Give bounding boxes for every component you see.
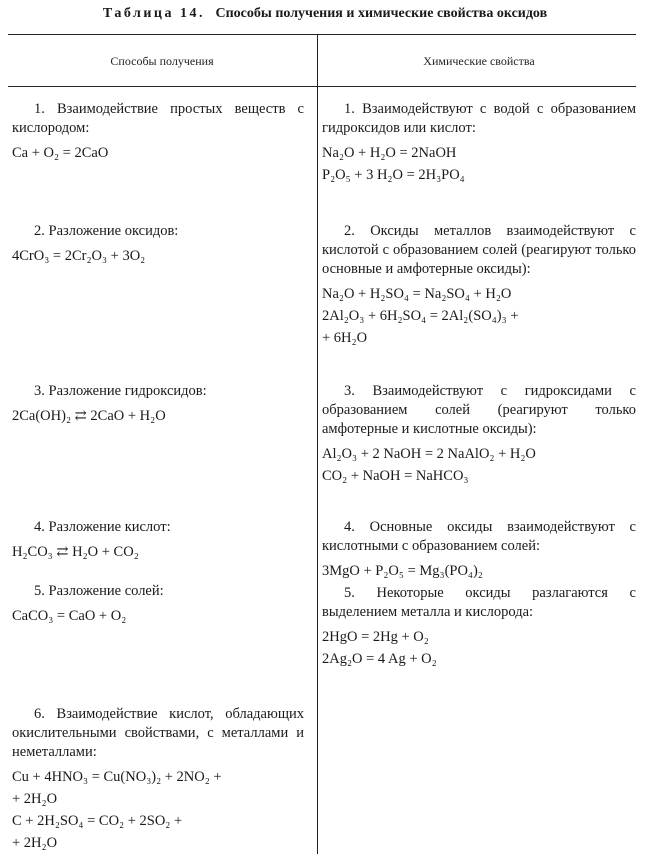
method-3-formula: 2Ca(OH)₂ ⇄ 2CaO + H₂O <box>12 408 166 424</box>
property-2-formula-2-cont: + 6H₂O <box>322 330 368 346</box>
table-number: Таблица 14. <box>102 6 205 21</box>
property-2-text: 2. Оксиды металлов взаимодействуют с кислотой с образованием солей (реагируют только основные и амфотерные оксиды): <box>322 223 636 277</box>
method-5-formula: CaCO₃ = CaO + O₂ <box>12 608 127 624</box>
method-6-formula-1-cont: + 2H₂O <box>12 791 58 807</box>
method-3 <box>12 382 304 427</box>
method-2-text: 2. Разложение оксидов: <box>34 223 179 239</box>
property-1-formula-1: Na₂O + H₂O = 2NaOH <box>322 145 457 161</box>
property-1-formula-2: P₂O₅ + 3 H₂O = 2H₃PO₄ <box>322 167 465 183</box>
column-divider <box>317 34 318 854</box>
method-6 <box>12 705 304 854</box>
property-4-formula: 3MgO + P₂O₅ = Mg₃(PO₄)₂ <box>322 563 483 579</box>
property-4 <box>322 518 636 582</box>
table-title: Способы получения и химические свойства оксидов <box>215 6 548 21</box>
header-bottom-rule <box>8 86 636 87</box>
property-4-text: 4. Основные оксиды взаимодействуют с кислотными с образованием солей: <box>322 519 636 554</box>
method-1 <box>12 100 304 164</box>
method-3-text: 3. Разложение гидроксидов: <box>34 383 207 399</box>
method-4 <box>12 518 304 563</box>
method-6-text: 6. Взаимодействие кислот, обладающих окислительными свойствами, с металлами и неметаллами: <box>12 706 304 760</box>
property-3-formula-1: Al₂O₃ + 2 NaOH = 2 NaAlO₂ + H₂O <box>322 446 536 462</box>
method-6-formula-1: Cu + 4HNO₃ = Cu(NO₃)₂ + 2NO₂ + <box>12 769 222 785</box>
left-column-header: Способы получения <box>110 54 214 68</box>
table-top-rule <box>8 34 636 35</box>
method-5-text: 5. Разложение солей: <box>34 583 164 599</box>
property-5-text: 5. Некоторые оксиды разлагаются с выделением металла и кислорода: <box>322 585 636 620</box>
right-column-header: Химические свойства <box>423 54 535 68</box>
method-6-formula-2: C + 2H₂SO₄ = CO₂ + 2SO₂ + <box>12 813 183 829</box>
property-5-formula-2: 2Ag₂O = 4 Ag + O₂ <box>322 651 437 667</box>
property-3 <box>322 382 636 487</box>
method-6-formula-2-cont: + 2H₂O <box>12 835 58 851</box>
property-3-formula-2: CO₂ + NaOH = NaHCO₃ <box>322 468 469 484</box>
table-caption <box>0 6 650 22</box>
property-5 <box>322 584 636 670</box>
property-2 <box>322 222 636 349</box>
method-4-formula: H₂CO₃ ⇄ H₂O + CO₂ <box>12 544 139 560</box>
method-5 <box>12 582 304 627</box>
property-2-formula-2: 2Al₂O₃ + 6H₂SO₄ = 2Al₂(SO₄)₃ + <box>322 308 519 324</box>
method-1-text: 1. Взаимодействие простых веществ с кислородом: <box>12 101 304 136</box>
method-2 <box>12 222 304 267</box>
method-2-formula: 4CrO₃ = 2Cr₂O₃ + 3O₂ <box>12 248 146 264</box>
property-2-formula-1: Na₂O + H₂SO₄ = Na₂SO₄ + H₂O <box>322 286 512 302</box>
method-4-text: 4. Разложение кислот: <box>34 519 171 535</box>
property-5-formula-1: 2HgO = 2Hg + O₂ <box>322 629 429 645</box>
property-1 <box>322 100 636 186</box>
property-1-text: 1. Взаимодействуют с водой с образованием гидроксидов или кислот: <box>322 101 636 136</box>
method-1-formula: Ca + O₂ = 2CaO <box>12 145 109 161</box>
property-3-text: 3. Взаимодействуют с гидроксидами с образованием солей (реагируют только амфотерные и кислотные оксиды): <box>322 383 636 437</box>
